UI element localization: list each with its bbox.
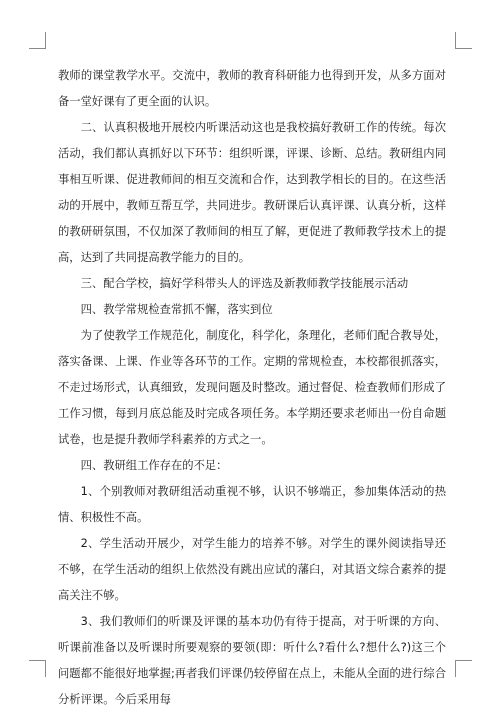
crop-mark-bottom-left xyxy=(29,660,46,677)
heading-item-three: 三、配合学校，搞好学科带头人的评选及新教师教学技能展示活动 xyxy=(80,277,409,290)
paragraph-shortcoming-3: 3、我们教师们的听课及评课的基本功仍有待于提高，对于听课的方向、听课前准备以及听课时所要观察的要领(即：听什么?看什么?想什么?)这三个问题都不能很好地掌握;再者我们评课仍较停留在点上，未能从全面的进行综合分析评课。今后采用每 xyxy=(58,615,446,706)
heading-shortcomings: 四、教研组工作存在的不足： xyxy=(80,459,228,472)
paragraph-shortcoming-1: 1、个别教师对教研组活动重视不够，认识不够端正，参加集体活动的热情、积极性不高。 xyxy=(58,485,446,524)
paragraph-routine-check: 为了使教学工作规范化，制度化，科学化，条理化，老师们配合教导处，落实备课、上课、作业等各环节的工作。定期的常规检查，本校都很抓落实，不走过场形式，认真细致，发现问题及时整改。通过督促、检查教师们形成了工作习惯，每到月底总能及时完成各项任务。本学期还要求老师出一份自命题试卷，也是提升教师学科素养的方式之一。 xyxy=(58,329,446,446)
crop-mark-top-left xyxy=(29,32,46,49)
crop-mark-top-right xyxy=(455,32,472,49)
heading-item-four: 四、教学常规检查常抓不懈，落实到位 xyxy=(80,303,273,316)
crop-mark-bottom-right xyxy=(455,660,472,677)
document-body xyxy=(58,63,446,713)
paragraph-shortcoming-2: 2、学生活动开展少，对学生能力的培养不够。对学生的课外阅读指导还不够，在学生活动的组织上依然没有跳出应试的藩臼，对其语文综合素养的提高关注不够。 xyxy=(58,537,446,602)
paragraph-item-two: 二、认真积极地开展校内听课活动这也是我校搞好教研工作的传统。每次活动，我们都认真抓好以下环节：组织听课，评课、诊断、总结。教研组内同事相互听课、促进教师间的相互交流和合作，达到教学相长的目的。在这些活动的开展中，教师互帮互学，共同进步。教研课后认真评课、认真分析，这样的教研研氛围，不仅加深了教师间的相互了解，更促进了教师教学技术上的提高，达到了共同提高教学能力的目的。 xyxy=(58,121,446,264)
paragraph-continuation: 教师的课堂教学水平。交流中，教师的教育科研能力也得到开发，从多方面对备一堂好课有了更全面的认识。 xyxy=(58,69,446,108)
